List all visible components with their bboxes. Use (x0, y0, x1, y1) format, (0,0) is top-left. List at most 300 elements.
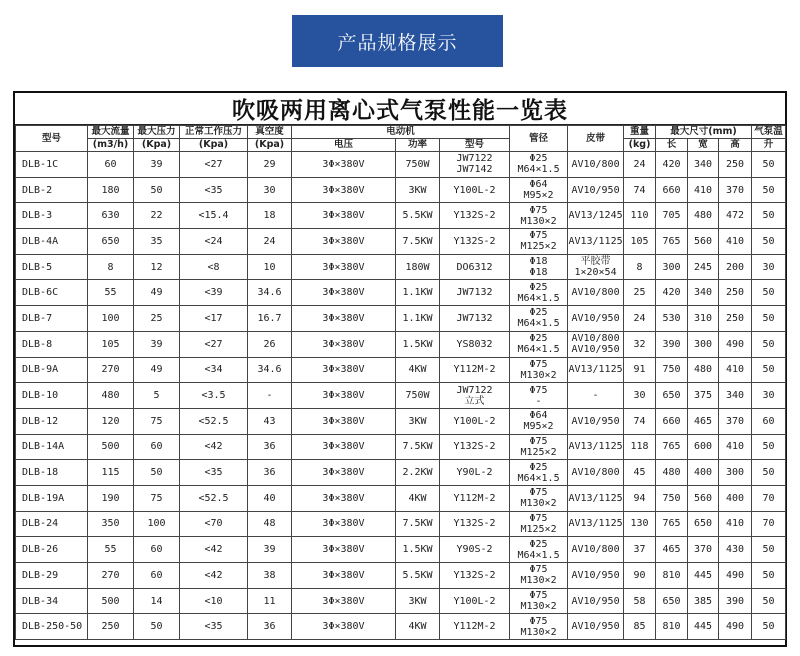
temp-rise-cell: 50 (752, 434, 786, 460)
voltage-cell: 3Φ×380V (292, 537, 396, 563)
work-pressure-cell: <35 (180, 614, 248, 640)
table-row (16, 408, 786, 434)
model-cell: DLB-18 (16, 460, 88, 486)
col-weight-unit: (kg) (624, 139, 656, 152)
col-pipe: 管径 (510, 126, 568, 152)
length-cell: 660 (656, 408, 688, 434)
belt-cell-line: AV10/950 (571, 415, 620, 427)
table-title: 吹吸两用离心式气泵性能一览表 (15, 93, 785, 125)
table-row (16, 152, 786, 178)
max-pressure-cell: 39 (134, 152, 180, 178)
width-cell: 310 (688, 306, 719, 332)
work-pressure-cell: <42 (180, 434, 248, 460)
pipe-cell (510, 177, 568, 203)
power-cell: 180W (396, 254, 440, 280)
width-cell: 375 (688, 383, 719, 409)
motor-model-cell-line: JW7132 (456, 312, 493, 324)
pipe-cell-line: M125×2 (520, 523, 557, 535)
belt-cell (568, 485, 624, 511)
voltage-cell: 3Φ×380V (292, 357, 396, 383)
motor-model-cell-line: JW7122 (456, 384, 493, 396)
voltage-cell: 3Φ×380V (292, 280, 396, 306)
voltage-cell: 3Φ×380V (292, 511, 396, 537)
length-cell: 650 (656, 383, 688, 409)
spec-table-body (16, 152, 786, 640)
model-cell: DLB-14A (16, 434, 88, 460)
max-pressure-cell: 60 (134, 434, 180, 460)
table-row (16, 460, 786, 486)
pipe-cell-line: M130×2 (520, 601, 557, 613)
length-cell: 810 (656, 614, 688, 640)
length-cell: 750 (656, 485, 688, 511)
col-vacuum: 真空度 (248, 126, 292, 139)
work-pressure-cell: <34 (180, 357, 248, 383)
table-row (16, 306, 786, 332)
model-cell: DLB-9A (16, 357, 88, 383)
work-pressure-cell: <39 (180, 280, 248, 306)
temp-rise-cell: 50 (752, 331, 786, 357)
max-pressure-cell: 39 (134, 331, 180, 357)
weight-cell: 130 (624, 511, 656, 537)
belt-cell-line: AV10/800 (571, 333, 620, 345)
belt-cell (568, 254, 624, 280)
width-cell: 245 (688, 254, 719, 280)
work-pressure-cell: <10 (180, 588, 248, 614)
vacuum-cell: 29 (248, 152, 292, 178)
pipe-cell-line: M130×2 (520, 215, 557, 227)
pipe-cell-line: Φ25 (529, 281, 548, 293)
weight-cell: 74 (624, 408, 656, 434)
spec-table (15, 125, 786, 640)
table-row (16, 331, 786, 357)
work-pressure-cell: <27 (180, 152, 248, 178)
pipe-cell (510, 511, 568, 537)
work-pressure-cell: <3.5 (180, 383, 248, 409)
temp-rise-cell: 50 (752, 203, 786, 229)
voltage-cell: 3Φ×380V (292, 306, 396, 332)
pipe-cell-line: Φ25 (529, 307, 548, 319)
voltage-cell: 3Φ×380V (292, 203, 396, 229)
pipe-cell-line: M64×1.5 (517, 318, 560, 330)
col-length: 长 (656, 139, 688, 152)
height-cell: 370 (719, 408, 752, 434)
power-cell: 5.5KW (396, 203, 440, 229)
length-cell: 420 (656, 280, 688, 306)
col-max-pressure-unit: (Kpa) (134, 139, 180, 152)
pipe-cell-line: M130×2 (520, 498, 557, 510)
length-cell: 765 (656, 434, 688, 460)
pipe-cell-line: Φ64 (529, 179, 548, 191)
temp-rise-cell: 50 (752, 588, 786, 614)
header-row-2 (16, 139, 786, 152)
belt-cell (568, 383, 624, 409)
table-row (16, 383, 786, 409)
belt-cell (568, 614, 624, 640)
pipe-cell (510, 357, 568, 383)
belt-cell-line: AV10/800 (571, 158, 620, 170)
voltage-cell: 3Φ×380V (292, 408, 396, 434)
width-cell: 560 (688, 485, 719, 511)
pipe-cell-line: M125×2 (520, 446, 557, 458)
height-cell: 390 (719, 588, 752, 614)
belt-cell-line: AV13/1125 (568, 518, 623, 530)
table-row (16, 563, 786, 589)
col-vacuum-unit: (Kpa) (248, 139, 292, 152)
weight-cell: 105 (624, 229, 656, 255)
width-cell: 410 (688, 177, 719, 203)
max-flow-cell: 120 (88, 408, 134, 434)
col-belt: 皮带 (568, 126, 624, 152)
model-cell: DLB-2 (16, 177, 88, 203)
pipe-cell-line: M125×2 (520, 241, 557, 253)
motor-model-cell (440, 254, 510, 280)
power-cell: 4KW (396, 357, 440, 383)
col-temp-rise: 气泵温 (752, 126, 786, 139)
motor-model-cell-line: Y132S-2 (453, 518, 496, 530)
vacuum-cell: 11 (248, 588, 292, 614)
weight-cell: 85 (624, 614, 656, 640)
max-pressure-cell: 14 (134, 588, 180, 614)
temp-rise-cell: 50 (752, 280, 786, 306)
col-power: 功率 (396, 139, 440, 152)
belt-cell-line: AV10/950 (571, 595, 620, 607)
header-row-1 (16, 126, 786, 139)
col-work-pressure: 正常工作压力 (180, 126, 248, 139)
weight-cell: 91 (624, 357, 656, 383)
height-cell: 410 (719, 511, 752, 537)
motor-model-cell (440, 460, 510, 486)
pipe-cell-line: M64×1.5 (517, 549, 560, 561)
max-pressure-cell: 22 (134, 203, 180, 229)
temp-rise-cell: 50 (752, 537, 786, 563)
table-row (16, 357, 786, 383)
table-row (16, 203, 786, 229)
voltage-cell: 3Φ×380V (292, 563, 396, 589)
table-row (16, 254, 786, 280)
temp-rise-cell: 70 (752, 511, 786, 537)
weight-cell: 30 (624, 383, 656, 409)
belt-cell (568, 306, 624, 332)
belt-cell-line: - (592, 390, 599, 402)
vacuum-cell: - (248, 383, 292, 409)
width-cell: 650 (688, 511, 719, 537)
model-cell: DLB-3 (16, 203, 88, 229)
pipe-cell-line: M64×1.5 (517, 472, 560, 484)
weight-cell: 74 (624, 177, 656, 203)
width-cell: 480 (688, 357, 719, 383)
pipe-cell-line: M64×1.5 (517, 344, 560, 356)
max-pressure-cell: 12 (134, 254, 180, 280)
temp-rise-cell: 50 (752, 177, 786, 203)
pipe-cell (510, 203, 568, 229)
motor-model-cell-line: Y132S-2 (453, 569, 496, 581)
motor-model-cell-line: Y90S-2 (456, 544, 493, 556)
pipe-cell-line: Φ75 (529, 204, 548, 216)
work-pressure-cell: <27 (180, 331, 248, 357)
belt-cell (568, 588, 624, 614)
belt-cell-line: AV10/950 (571, 184, 620, 196)
belt-cell-line: AV10/950 (571, 312, 620, 324)
temp-rise-cell: 30 (752, 383, 786, 409)
belt-cell (568, 408, 624, 434)
max-flow-cell: 55 (88, 280, 134, 306)
model-cell: DLB-24 (16, 511, 88, 537)
model-cell: DLB-29 (16, 563, 88, 589)
pipe-cell-line: M130×2 (520, 575, 557, 587)
temp-rise-cell: 50 (752, 152, 786, 178)
temp-rise-cell: 50 (752, 306, 786, 332)
max-flow-cell: 630 (88, 203, 134, 229)
temp-rise-cell: 30 (752, 254, 786, 280)
weight-cell: 90 (624, 563, 656, 589)
max-flow-cell: 270 (88, 357, 134, 383)
pipe-cell (510, 280, 568, 306)
motor-model-cell (440, 383, 510, 409)
max-flow-cell: 100 (88, 306, 134, 332)
motor-model-cell (440, 434, 510, 460)
width-cell: 400 (688, 460, 719, 486)
height-cell: 490 (719, 563, 752, 589)
height-cell: 250 (719, 152, 752, 178)
belt-cell (568, 229, 624, 255)
col-temp-rise-2: 升 (752, 139, 786, 152)
pipe-cell-line: M130×2 (520, 626, 557, 638)
power-cell: 3KW (396, 408, 440, 434)
motor-model-cell-line: Y100L-2 (453, 184, 496, 196)
voltage-cell: 3Φ×380V (292, 383, 396, 409)
belt-cell (568, 177, 624, 203)
power-cell: 2.2KW (396, 460, 440, 486)
table-row (16, 511, 786, 537)
width-cell: 300 (688, 331, 719, 357)
weight-cell: 32 (624, 331, 656, 357)
vacuum-cell: 36 (248, 460, 292, 486)
vacuum-cell: 39 (248, 537, 292, 563)
model-cell: DLB-250-50 (16, 614, 88, 640)
belt-cell-line: AV10/800 (571, 544, 620, 556)
motor-model-cell (440, 177, 510, 203)
motor-model-cell-line: Y100L-2 (453, 415, 496, 427)
model-cell: DLB-19A (16, 485, 88, 511)
max-flow-cell: 250 (88, 614, 134, 640)
pipe-cell-line: Φ18 (529, 256, 548, 268)
motor-model-cell (440, 280, 510, 306)
length-cell: 765 (656, 229, 688, 255)
max-flow-cell: 8 (88, 254, 134, 280)
belt-cell (568, 434, 624, 460)
model-cell: DLB-34 (16, 588, 88, 614)
power-cell: 3KW (396, 588, 440, 614)
pipe-cell-line: Φ75 (529, 384, 548, 396)
belt-cell-line: AV13/1245 (568, 210, 623, 222)
voltage-cell: 3Φ×380V (292, 614, 396, 640)
weight-cell: 118 (624, 434, 656, 460)
temp-rise-cell: 50 (752, 563, 786, 589)
weight-cell: 45 (624, 460, 656, 486)
height-cell: 410 (719, 434, 752, 460)
vacuum-cell: 48 (248, 511, 292, 537)
weight-cell: 24 (624, 306, 656, 332)
motor-model-cell (440, 614, 510, 640)
motor-model-cell (440, 563, 510, 589)
length-cell: 705 (656, 203, 688, 229)
vacuum-cell: 26 (248, 331, 292, 357)
motor-model-cell-line: JW7132 (456, 287, 493, 299)
col-work-pressure-unit: (Kpa) (180, 139, 248, 152)
pipe-cell (510, 537, 568, 563)
work-pressure-cell: <42 (180, 563, 248, 589)
motor-model-cell-line: Y132S-2 (453, 235, 496, 247)
table-row (16, 434, 786, 460)
motor-model-cell-line: Y90L-2 (456, 467, 493, 479)
motor-model-cell-line: DO6312 (456, 261, 493, 273)
vacuum-cell: 30 (248, 177, 292, 203)
belt-cell-line: AV13/1125 (568, 364, 623, 376)
table-row (16, 485, 786, 511)
motor-model-cell-line: Y112M-2 (453, 621, 496, 633)
pipe-cell (510, 331, 568, 357)
pipe-cell-line: Φ25 (529, 461, 548, 473)
length-cell: 300 (656, 254, 688, 280)
voltage-cell: 3Φ×380V (292, 254, 396, 280)
work-pressure-cell: <24 (180, 229, 248, 255)
height-cell: 250 (719, 280, 752, 306)
width-cell: 385 (688, 588, 719, 614)
temp-rise-cell: 60 (752, 408, 786, 434)
motor-model-cell (440, 537, 510, 563)
table-row (16, 614, 786, 640)
pipe-cell-line: - (535, 395, 542, 407)
belt-cell (568, 537, 624, 563)
spec-sheet (13, 91, 787, 647)
col-height: 高 (719, 139, 752, 152)
voltage-cell: 3Φ×380V (292, 331, 396, 357)
pipe-cell-line: Φ75 (529, 487, 548, 499)
belt-cell-line: AV13/1125 (568, 441, 623, 453)
pipe-cell (510, 588, 568, 614)
motor-model-cell-line: JW7142 (456, 164, 493, 176)
pipe-cell (510, 614, 568, 640)
product-spec-banner (292, 15, 503, 67)
motor-model-cell (440, 588, 510, 614)
work-pressure-cell: <52.5 (180, 485, 248, 511)
pipe-cell-line: Φ64 (529, 410, 548, 422)
banner-label: 产品规格展示 (337, 31, 458, 54)
voltage-cell: 3Φ×380V (292, 434, 396, 460)
max-flow-cell: 350 (88, 511, 134, 537)
pipe-cell-line: Φ75 (529, 615, 548, 627)
height-cell: 490 (719, 614, 752, 640)
vacuum-cell: 10 (248, 254, 292, 280)
belt-cell-line: AV13/1125 (568, 235, 623, 247)
motor-model-cell-line: JW7122 (456, 153, 493, 165)
model-cell: DLB-26 (16, 537, 88, 563)
pipe-cell (510, 306, 568, 332)
motor-model-cell-line: YS8032 (456, 338, 493, 350)
col-max-flow: 最大流量 (88, 126, 134, 139)
height-cell: 340 (719, 383, 752, 409)
temp-rise-cell: 70 (752, 485, 786, 511)
power-cell: 1.5KW (396, 537, 440, 563)
belt-cell-line: AV10/950 (571, 344, 620, 356)
weight-cell: 24 (624, 152, 656, 178)
vacuum-cell: 40 (248, 485, 292, 511)
belt-cell (568, 511, 624, 537)
max-pressure-cell: 25 (134, 306, 180, 332)
belt-cell-line: AV10/800 (571, 467, 620, 479)
length-cell: 465 (656, 537, 688, 563)
work-pressure-cell: <15.4 (180, 203, 248, 229)
belt-cell-line: AV10/950 (571, 569, 620, 581)
length-cell: 765 (656, 511, 688, 537)
table-row (16, 537, 786, 563)
length-cell: 660 (656, 177, 688, 203)
width-cell: 600 (688, 434, 719, 460)
table-row (16, 229, 786, 255)
max-pressure-cell: 60 (134, 537, 180, 563)
vacuum-cell: 38 (248, 563, 292, 589)
motor-model-cell-line: Y132S-2 (453, 210, 496, 222)
motor-model-cell (440, 511, 510, 537)
vacuum-cell: 36 (248, 434, 292, 460)
max-flow-cell: 55 (88, 537, 134, 563)
weight-cell: 25 (624, 280, 656, 306)
power-cell: 750W (396, 383, 440, 409)
model-cell: DLB-8 (16, 331, 88, 357)
max-pressure-cell: 100 (134, 511, 180, 537)
width-cell: 445 (688, 614, 719, 640)
pipe-cell-line: Φ25 (529, 333, 548, 345)
belt-cell (568, 460, 624, 486)
vacuum-cell: 36 (248, 614, 292, 640)
work-pressure-cell: <42 (180, 537, 248, 563)
belt-cell-line: AV10/800 (571, 287, 620, 299)
col-voltage: 电压 (292, 139, 396, 152)
power-cell: 5.5KW (396, 563, 440, 589)
pipe-cell-line: Φ25 (529, 538, 548, 550)
col-max-pressure: 最大压力 (134, 126, 180, 139)
width-cell: 465 (688, 408, 719, 434)
height-cell: 490 (719, 331, 752, 357)
power-cell: 750W (396, 152, 440, 178)
power-cell: 4KW (396, 614, 440, 640)
model-cell: DLB-5 (16, 254, 88, 280)
pipe-cell (510, 460, 568, 486)
pipe-cell (510, 408, 568, 434)
work-pressure-cell: <52.5 (180, 408, 248, 434)
voltage-cell: 3Φ×380V (292, 229, 396, 255)
work-pressure-cell: <70 (180, 511, 248, 537)
power-cell: 7.5KW (396, 511, 440, 537)
max-flow-cell: 180 (88, 177, 134, 203)
max-flow-cell: 60 (88, 152, 134, 178)
max-pressure-cell: 5 (134, 383, 180, 409)
height-cell: 250 (719, 306, 752, 332)
pipe-cell-line: Φ18 (529, 267, 548, 279)
height-cell: 410 (719, 357, 752, 383)
pipe-cell (510, 383, 568, 409)
power-cell: 3KW (396, 177, 440, 203)
motor-model-cell (440, 306, 510, 332)
power-cell: 7.5KW (396, 434, 440, 460)
col-motor: 电动机 (292, 126, 510, 139)
pipe-cell (510, 563, 568, 589)
max-pressure-cell: 50 (134, 177, 180, 203)
pipe-cell-line: Φ75 (529, 564, 548, 576)
pipe-cell-line: M64×1.5 (517, 164, 560, 176)
height-cell: 472 (719, 203, 752, 229)
pipe-cell (510, 229, 568, 255)
